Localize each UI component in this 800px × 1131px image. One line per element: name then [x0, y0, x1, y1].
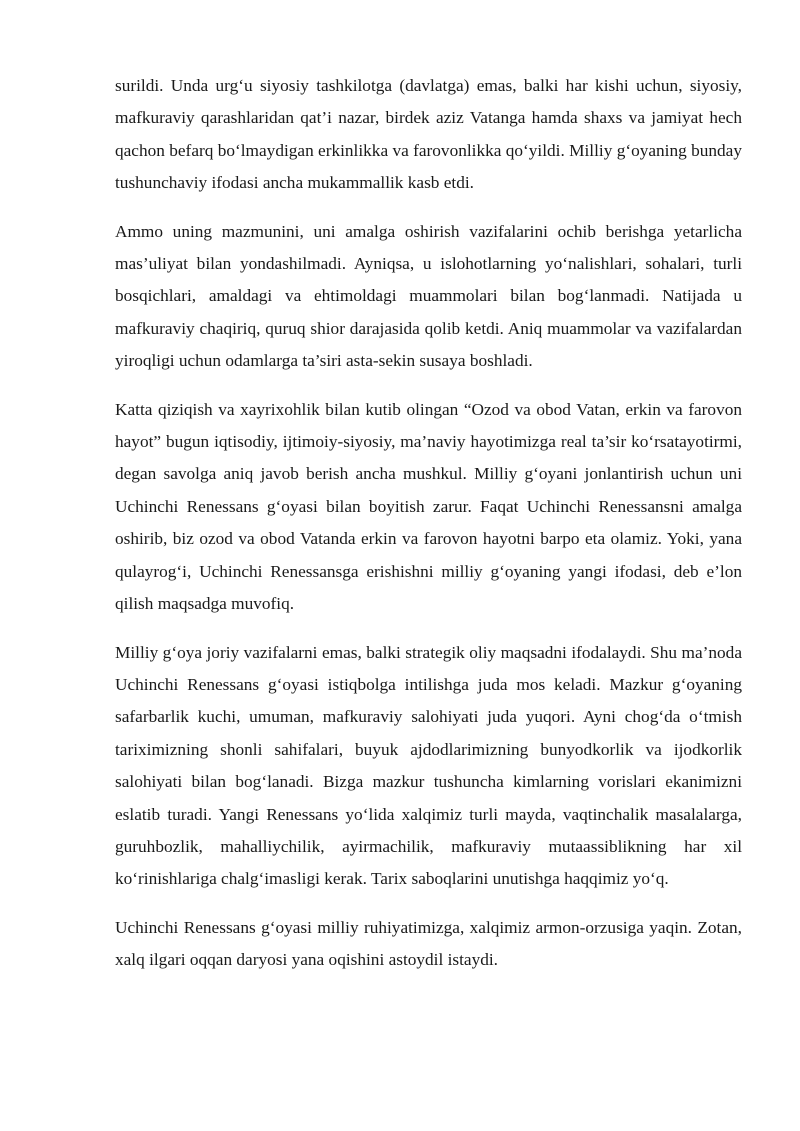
- paragraph-4: Milliy g‘oya joriy vazifalarni emas, balki strategik oliy maqsadni ifodalaydi. Shu ma’noda Uchinchi Renessans g‘oyasi istiqbolga intilishga juda mos keladi. Mazkur g‘oyaning safarbarlik kuchi, umuman, mafkuraviy salohiyati juda yuqori. Ayni chog‘da o‘tmish tariximizning shonli sahifalari, buyuk ajdodlarimizning bunyodkorlik va ijodkorlik salohiyati bilan bog‘lanadi. Bizga mazkur tushuncha kimlarning vorislari ekanimizni eslatib turadi. Yangi Renessans yo‘lida xalqimiz turli mayda, vaqtinchalik masalalarga, guruhbozlik, mahalliychilik, ayirmachilik, mafkuraviy mutaassiblikning har xil ko‘rinishlariga chalg‘imasligi kerak. Tarix saboqlarini unutishga haqqimiz yo‘q.: [115, 642, 742, 889]
- paragraph-2: Ammo uning mazmunini, uni amalga oshirish vazifalarini ochib berishga yetarlicha mas’uliyat bilan yondashilmadi. Ayniqsa, u islohotlarning yo‘nalishlari, sohalari, turli bosqichlari, amaldagi va ehtimoldagi muammolari bilan bog‘lanmadi. Natijada u mafkuraviy chaqiriq, quruq shior darajasida qolib ketdi. Aniq muammolar va vazifalardan yiroqligi uchun odamlarga ta’siri asta-sekin susaya boshladi.: [115, 221, 742, 371]
- paragraph-1: surildi. Unda urg‘u siyosiy tashkilotga (davlatga) emas, balki har kishi uchun, siyosiy, mafkuraviy qarashlaridan qat’i nazar, birdek aziz Vatanga hamda shaxs va jamiyat hech qachon befarq bo‘lmaydigan erkinlikka va farovonlikka qo‘yildi. Milliy g‘oyaning bunday tushunchaviy ifodasi ancha mukammallik kasb etdi.: [115, 76, 742, 193]
- paragraph-3: Katta qiziqish va xayrixohlik bilan kutib olingan “Ozod va obod Vatan, erkin va farovon hayot” bugun iqtisodiy, ijtimoiy-siyosiy, ma’naviy hayotimizga real ta’sir ko‘rsatayotirmi, degan savolga aniq javob berish ancha mushkul. Milliy g‘oyani jonlantirish uchun uni Uchinchi Renessans g‘oyasi bilan boyitish zarur. Faqat Uchinchi Renessansni amalga oshirib, biz ozod va obod Vatanda erkin va farovon hayotni barpo eta olamiz. Yoki, yana qulayrog‘i, Uchinchi Renessansga erishishni milliy g‘oyaning yangi ifodasi, deb e’lon qilish maqsadga muvofiq.: [115, 399, 742, 614]
- paragraph-5: Uchinchi Renessans g‘oyasi milliy ruhiyatimizga, xalqimiz armon-orzusiga yaqin. Zotan, xalq ilgari oqqan daryosi yana oqishini astoydil istaydi.: [115, 917, 742, 970]
- document-page: [115, 70, 742, 993]
